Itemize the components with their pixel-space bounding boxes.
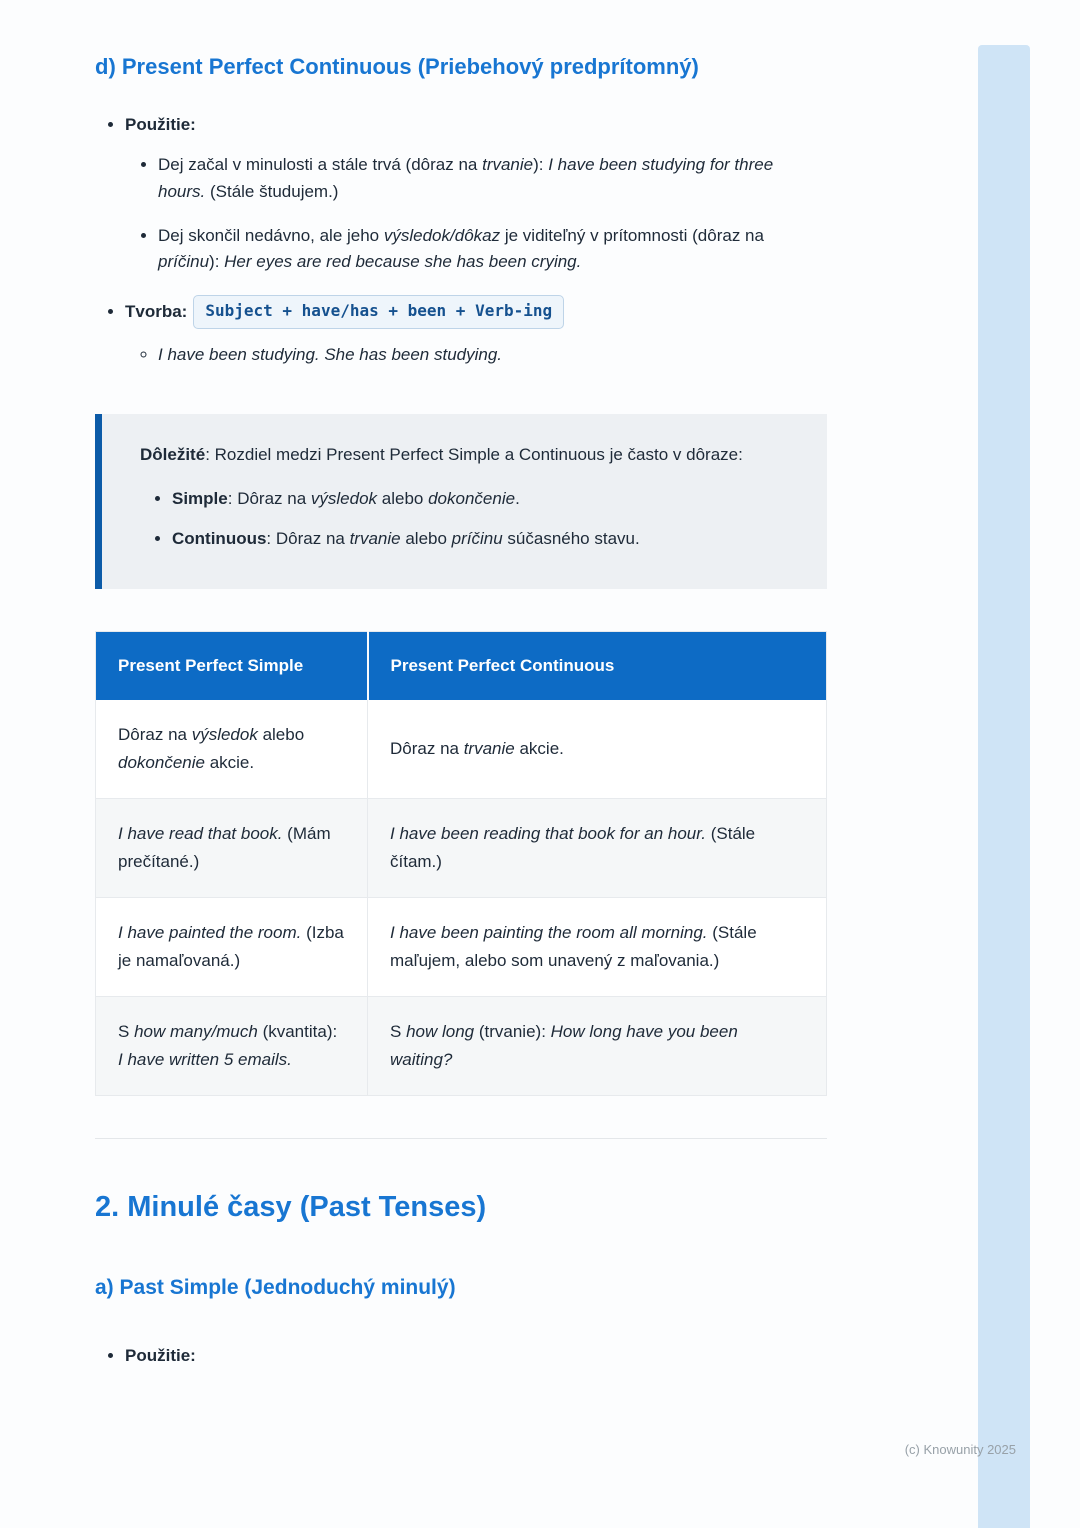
comparison-table — [95, 631, 827, 1097]
past-tenses-heading: 2. Minulé časy (Past Tenses) — [95, 1191, 487, 1224]
usage-list-item — [125, 112, 827, 276]
usage-point-2-text: Dej skončil nedávno, ale jeho výsledok/dôkaz je viditeľný v prítomnosti (dôraz na príčinu): Her eyes are red because she has been crying. — [158, 226, 764, 272]
form-example-text: I have been studying. She has been studying. — [158, 344, 503, 364]
table-cell-continuous: S how long (trvanie): How long have you been waiting? — [368, 997, 827, 1096]
important-callout — [95, 414, 827, 589]
usage-point-1 — [158, 152, 788, 205]
table-row — [96, 997, 827, 1096]
form-label: Tvorba: — [125, 301, 188, 321]
form-example-sublist — [125, 342, 827, 368]
usage-point-1-text: Dej začal v minulosti a stále trvá (dôraz na trvanie): I have been studying for three hours. (Stále študujem.) — [158, 155, 774, 201]
usage-label: Použitie: — [125, 115, 196, 135]
past-usage-label: Použitie: — [125, 1345, 196, 1365]
table-cell-simple: S how many/much (kvantita): I have written 5 emails. — [96, 997, 368, 1096]
callout-item-simple — [172, 486, 791, 512]
usage-point-2 — [158, 223, 788, 276]
table-cell-simple: Dôraz na výsledok alebo dokončenie akcie. — [96, 700, 368, 799]
section-divider — [95, 1138, 827, 1139]
usage-sublist — [125, 152, 827, 275]
document-content — [95, 50, 827, 1369]
past-usage-list-item — [125, 1343, 827, 1369]
table-cell-continuous: Dôraz na trvanie akcie. — [368, 700, 827, 799]
table-cell-simple: I have painted the room. (Izba je namaľovaná.) — [96, 898, 368, 997]
callout-item-continuous-text: Continuous: Dôraz na trvanie alebo príčinu súčasného stavu. — [172, 529, 640, 549]
scrollbar-track[interactable] — [978, 45, 1030, 1528]
table-header-row — [96, 631, 827, 700]
footer-credit: (c) Knowunity 2025 — [904, 1442, 1016, 1457]
callout-list — [140, 486, 791, 553]
table-cell-continuous: I have been painting the room all morning. (Stále maľujem, alebo som unavený z maľovania.) — [368, 898, 827, 997]
table-header-continuous: Present Perfect Continuous — [368, 631, 827, 700]
callout-intro: Dôležité: Rozdiel medzi Present Perfect Simple a Continuous je často v dôraze: — [140, 444, 743, 464]
past-simple-list — [95, 1343, 827, 1369]
section-d-heading: d) Present Perfect Continuous (Priebehový predprítomný) — [95, 54, 699, 79]
callout-item-simple-text: Simple: Dôraz na výsledok alebo dokončenie. — [172, 488, 520, 508]
table-row — [96, 798, 827, 897]
table-header-simple: Present Perfect Simple — [96, 631, 368, 700]
table-row — [96, 700, 827, 799]
form-code-chip: Subject + have/has + been + Verb-ing — [193, 295, 564, 329]
table-cell-continuous: I have been reading that book for an hour. (Stále čítam.) — [368, 798, 827, 897]
table-cell-simple: I have read that book. (Mám prečítané.) — [96, 798, 368, 897]
callout-item-continuous — [172, 526, 791, 552]
past-simple-heading: a) Past Simple (Jednoduchý minulý) — [95, 1276, 456, 1300]
form-example-item — [158, 342, 788, 368]
form-list-item — [125, 296, 827, 368]
section-d-list — [95, 112, 827, 368]
table-row — [96, 898, 827, 997]
